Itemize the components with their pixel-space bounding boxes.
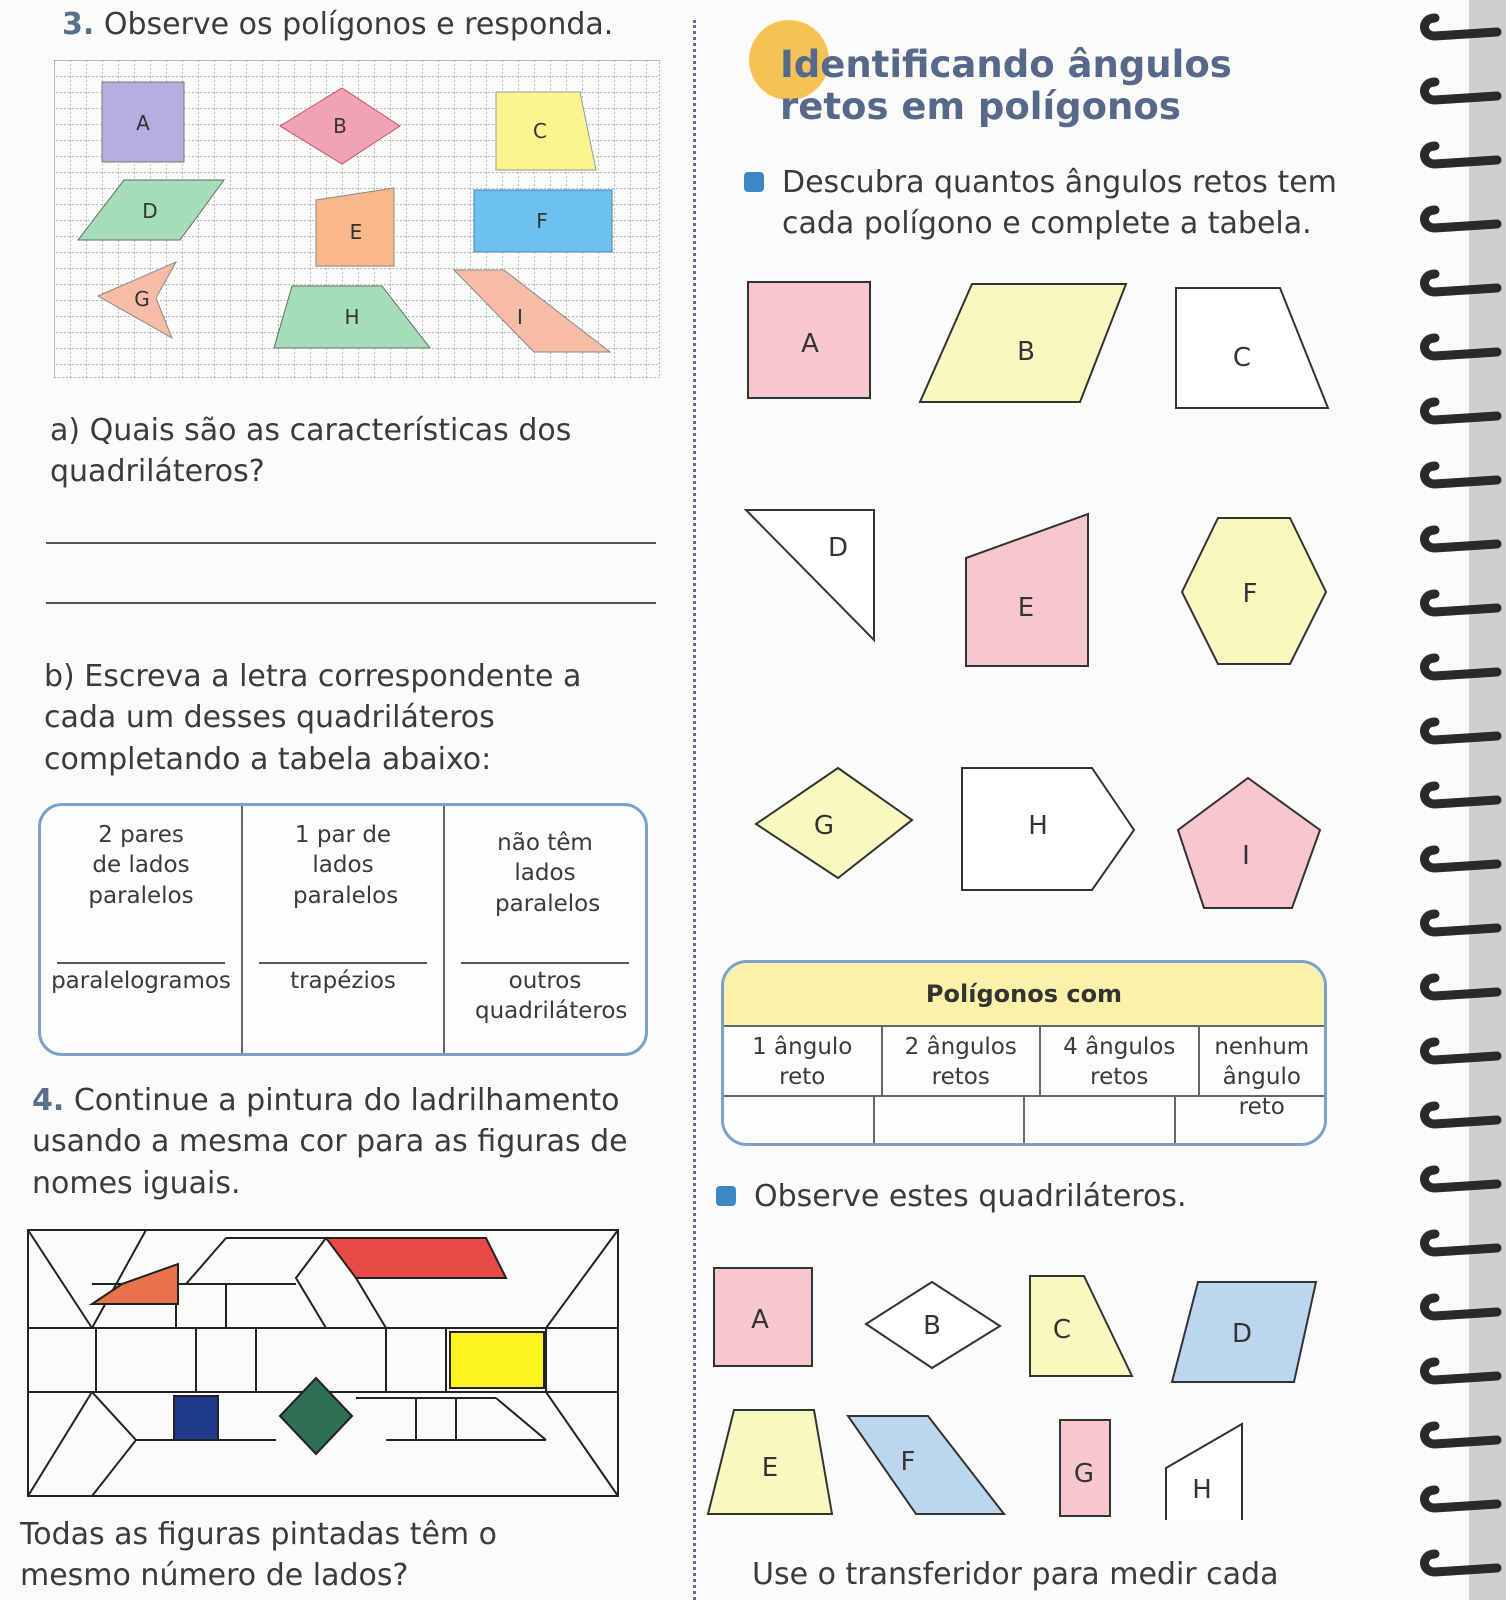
exercise-3-heading <box>62 4 613 45</box>
grid-label-a: A <box>136 111 150 135</box>
column-name: outros quadriláteros <box>475 968 628 1025</box>
polygon-label-g: G <box>813 811 835 841</box>
table-title: Polígonos com <box>724 963 1324 1027</box>
spiral-binding <box>1415 0 1506 1600</box>
quad-label-c: C <box>1052 1315 1072 1345</box>
polygon-grid-figure <box>54 60 660 378</box>
polygon-label-b: B <box>1017 337 1035 367</box>
column-name: trapézios <box>290 968 396 994</box>
bullet-icon <box>744 172 764 192</box>
grid-label-c: C <box>533 119 547 143</box>
right-angles-table <box>721 960 1327 1146</box>
answer-line[interactable] <box>57 962 225 964</box>
quadrilateral-classification-table <box>38 803 648 1056</box>
heading-line-1: Identificando ângulos <box>780 43 1232 86</box>
grid-label-i: I <box>517 305 523 329</box>
answer-cell[interactable] <box>724 1097 875 1145</box>
polygon-label-a: A <box>801 329 819 359</box>
section-heading <box>780 44 1232 128</box>
table-column <box>243 806 445 1053</box>
column-divider <box>693 20 696 1600</box>
grid-label-b: B <box>333 114 347 138</box>
answer-cell[interactable] <box>1176 1097 1325 1145</box>
exercise-number: 3. <box>62 7 95 42</box>
quad-c <box>1030 1276 1132 1376</box>
tile-yellow-rectangle <box>450 1332 544 1388</box>
grid-label-f: F <box>536 209 548 233</box>
quad-label-f: F <box>900 1447 916 1477</box>
tile-blue-square <box>174 1396 218 1440</box>
answer-cell[interactable] <box>875 1097 1026 1145</box>
grid-label-h: H <box>344 305 360 329</box>
quad-label-e: E <box>761 1453 779 1483</box>
table-header-cell: 2 ângulos retos <box>883 1027 1042 1095</box>
table-answer-row <box>724 1097 1324 1145</box>
quad-f <box>848 1416 1004 1514</box>
right-footer-text: Use o transferidor para medir cada <box>752 1557 1279 1592</box>
quad-label-b: B <box>923 1311 941 1341</box>
answer-line-1[interactable] <box>46 542 656 544</box>
table-column <box>445 806 645 1053</box>
column-header: 1 par de lados paralelos <box>293 822 399 909</box>
question-a: a) Quais são as características dos quadriláteros? <box>50 413 572 490</box>
table-column <box>41 806 243 1053</box>
observe-text: Observe estes quadriláteros. <box>754 1179 1187 1214</box>
polygon-d <box>746 510 874 640</box>
quad-label-d: D <box>1231 1319 1253 1349</box>
heading-line-2: retos em polígonos <box>780 85 1181 129</box>
quad-label-g: G <box>1073 1459 1095 1489</box>
tiling-figure <box>26 1228 622 1502</box>
quad-label-a: A <box>751 1305 769 1335</box>
table-header-cell: 1 ângulo reto <box>724 1027 883 1095</box>
instruction-text: Descubra quantos ângulos retos tem cada polígono e complete a tabela. <box>782 165 1337 242</box>
polygon-c <box>1176 288 1328 408</box>
tile-green-rhombus <box>280 1378 352 1454</box>
quadrilaterals-figure <box>704 1260 1324 1520</box>
grid-label-e: E <box>349 220 363 244</box>
answer-line-2[interactable] <box>46 602 656 604</box>
bullet-icon <box>716 1186 736 1206</box>
quad-h <box>1166 1424 1242 1520</box>
column-header: não têm lados paralelos <box>495 830 601 917</box>
question-b: b) Escreva a letra correspondente a cada um desses quadriláteros completando a tabela abaixo: <box>44 659 582 777</box>
polygon-label-c: C <box>1232 343 1252 373</box>
column-header: 2 pares de lados paralelos <box>88 822 194 909</box>
answer-line[interactable] <box>259 962 427 964</box>
exercise-4-text <box>32 1080 632 1204</box>
tile-red-parallelogram <box>326 1238 506 1278</box>
table-header-cell: 4 ângulos retos <box>1041 1027 1200 1095</box>
grid-label-g: G <box>134 287 150 311</box>
exercise-number: 4. <box>32 1083 65 1118</box>
exercise-4-footer: Todas as figuras pintadas têm o mesmo número de lados? <box>20 1517 498 1594</box>
polygon-label-d: D <box>827 533 849 563</box>
column-name: paralelogramos <box>51 968 231 994</box>
polygon-label-i: I <box>1242 841 1250 871</box>
table-header-row <box>724 1027 1324 1120</box>
exercise-instruction: Continue a pintura do ladrilhamento usando a mesma cor para as figuras de nomes iguais. <box>32 1083 628 1201</box>
polygon-e <box>966 514 1088 666</box>
table-header-cell: nenhum ângulo reto <box>1214 1034 1310 1120</box>
quad-label-h: H <box>1192 1475 1212 1505</box>
polygon-label-e: E <box>1017 593 1035 623</box>
grid-label-d: D <box>142 199 158 223</box>
answer-line[interactable] <box>461 962 629 964</box>
exercise-title: Observe os polígonos e responda. <box>103 7 614 42</box>
polygon-label-f: F <box>1242 579 1258 609</box>
answer-cell[interactable] <box>1025 1097 1176 1145</box>
polygons-figure <box>730 270 1340 920</box>
polygon-h <box>962 768 1134 890</box>
polygon-label-h: H <box>1028 811 1048 841</box>
